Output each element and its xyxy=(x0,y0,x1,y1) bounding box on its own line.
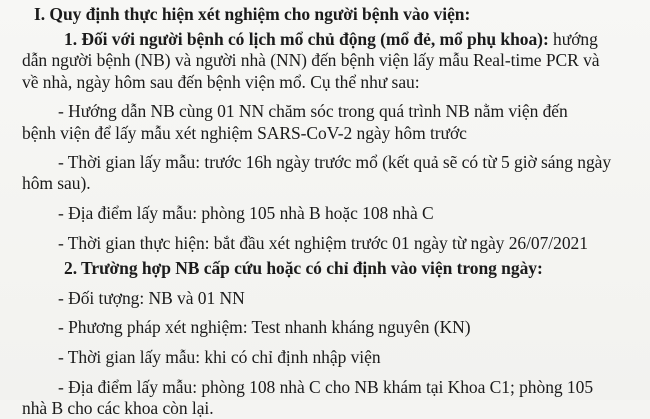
section-2-title: 2. Trường hợp NB cấp cứu hoặc có chỉ định vào viện trong ngày: xyxy=(64,258,543,279)
section-1-item-1-line-1: - Hướng dẫn NB cùng 01 NN chăm sóc trong quá trình NB nằm viện đến xyxy=(58,101,568,122)
section-2-item-3: - Thời gian lấy mẫu: khi có chỉ định nhập viện xyxy=(58,347,381,368)
section-1-item-2-line-2: hôm sau). xyxy=(22,173,91,194)
section-1-intro-line-1 xyxy=(22,29,636,50)
section-1-intro-line-2: dẫn người bệnh (NB) và người nhà (NN) đến bệnh viện lấy mẫu Real-time PCR và xyxy=(22,50,600,71)
section-1-item-3: - Địa điểm lấy mẫu: phòng 105 nhà B hoặc 108 nhà C xyxy=(58,203,434,224)
section-1-intro-line-3: về nhà, ngày hôm sau đến bệnh viện mổ. Cụ thể như sau: xyxy=(22,71,420,92)
section-1-item-2-line-1: - Thời gian lấy mẫu: trước 16h ngày trước mổ (kết quả sẽ có từ 5 giờ sáng ngày xyxy=(58,152,612,173)
section-1-item-1-line-2: bệnh viện để lấy mẫu xét nghiệm SARS-CoV-2 ngày hôm trước xyxy=(22,122,467,143)
section-2-item-2: - Phương pháp xét nghiệm: Test nhanh kháng nguyên (KN) xyxy=(58,317,471,338)
section-2-item-4-line-1: - Địa điểm lấy mẫu: phòng 108 nhà C cho NB khám tại Khoa C1; phòng 105 xyxy=(58,376,594,397)
section-1-item-4: - Thời gian thực hiện: bắt đầu xét nghiệm trước 01 ngày từ ngày 26/07/2021 xyxy=(58,232,588,253)
section-2-item-4-line-2: nhà B cho các khoa còn lại. xyxy=(22,398,214,419)
section-1-title: 1. Đối với người bệnh có lịch mổ chủ động (mổ đẻ, mổ phụ khoa): xyxy=(64,29,549,50)
heading-section-i: I. Quy định thực hiện xét nghiệm cho người bệnh vào viện: xyxy=(34,4,471,24)
section-1-intro-text: hướng xyxy=(548,29,598,50)
section-2-item-1: - Đối tượng: NB và 01 NN xyxy=(58,287,245,308)
